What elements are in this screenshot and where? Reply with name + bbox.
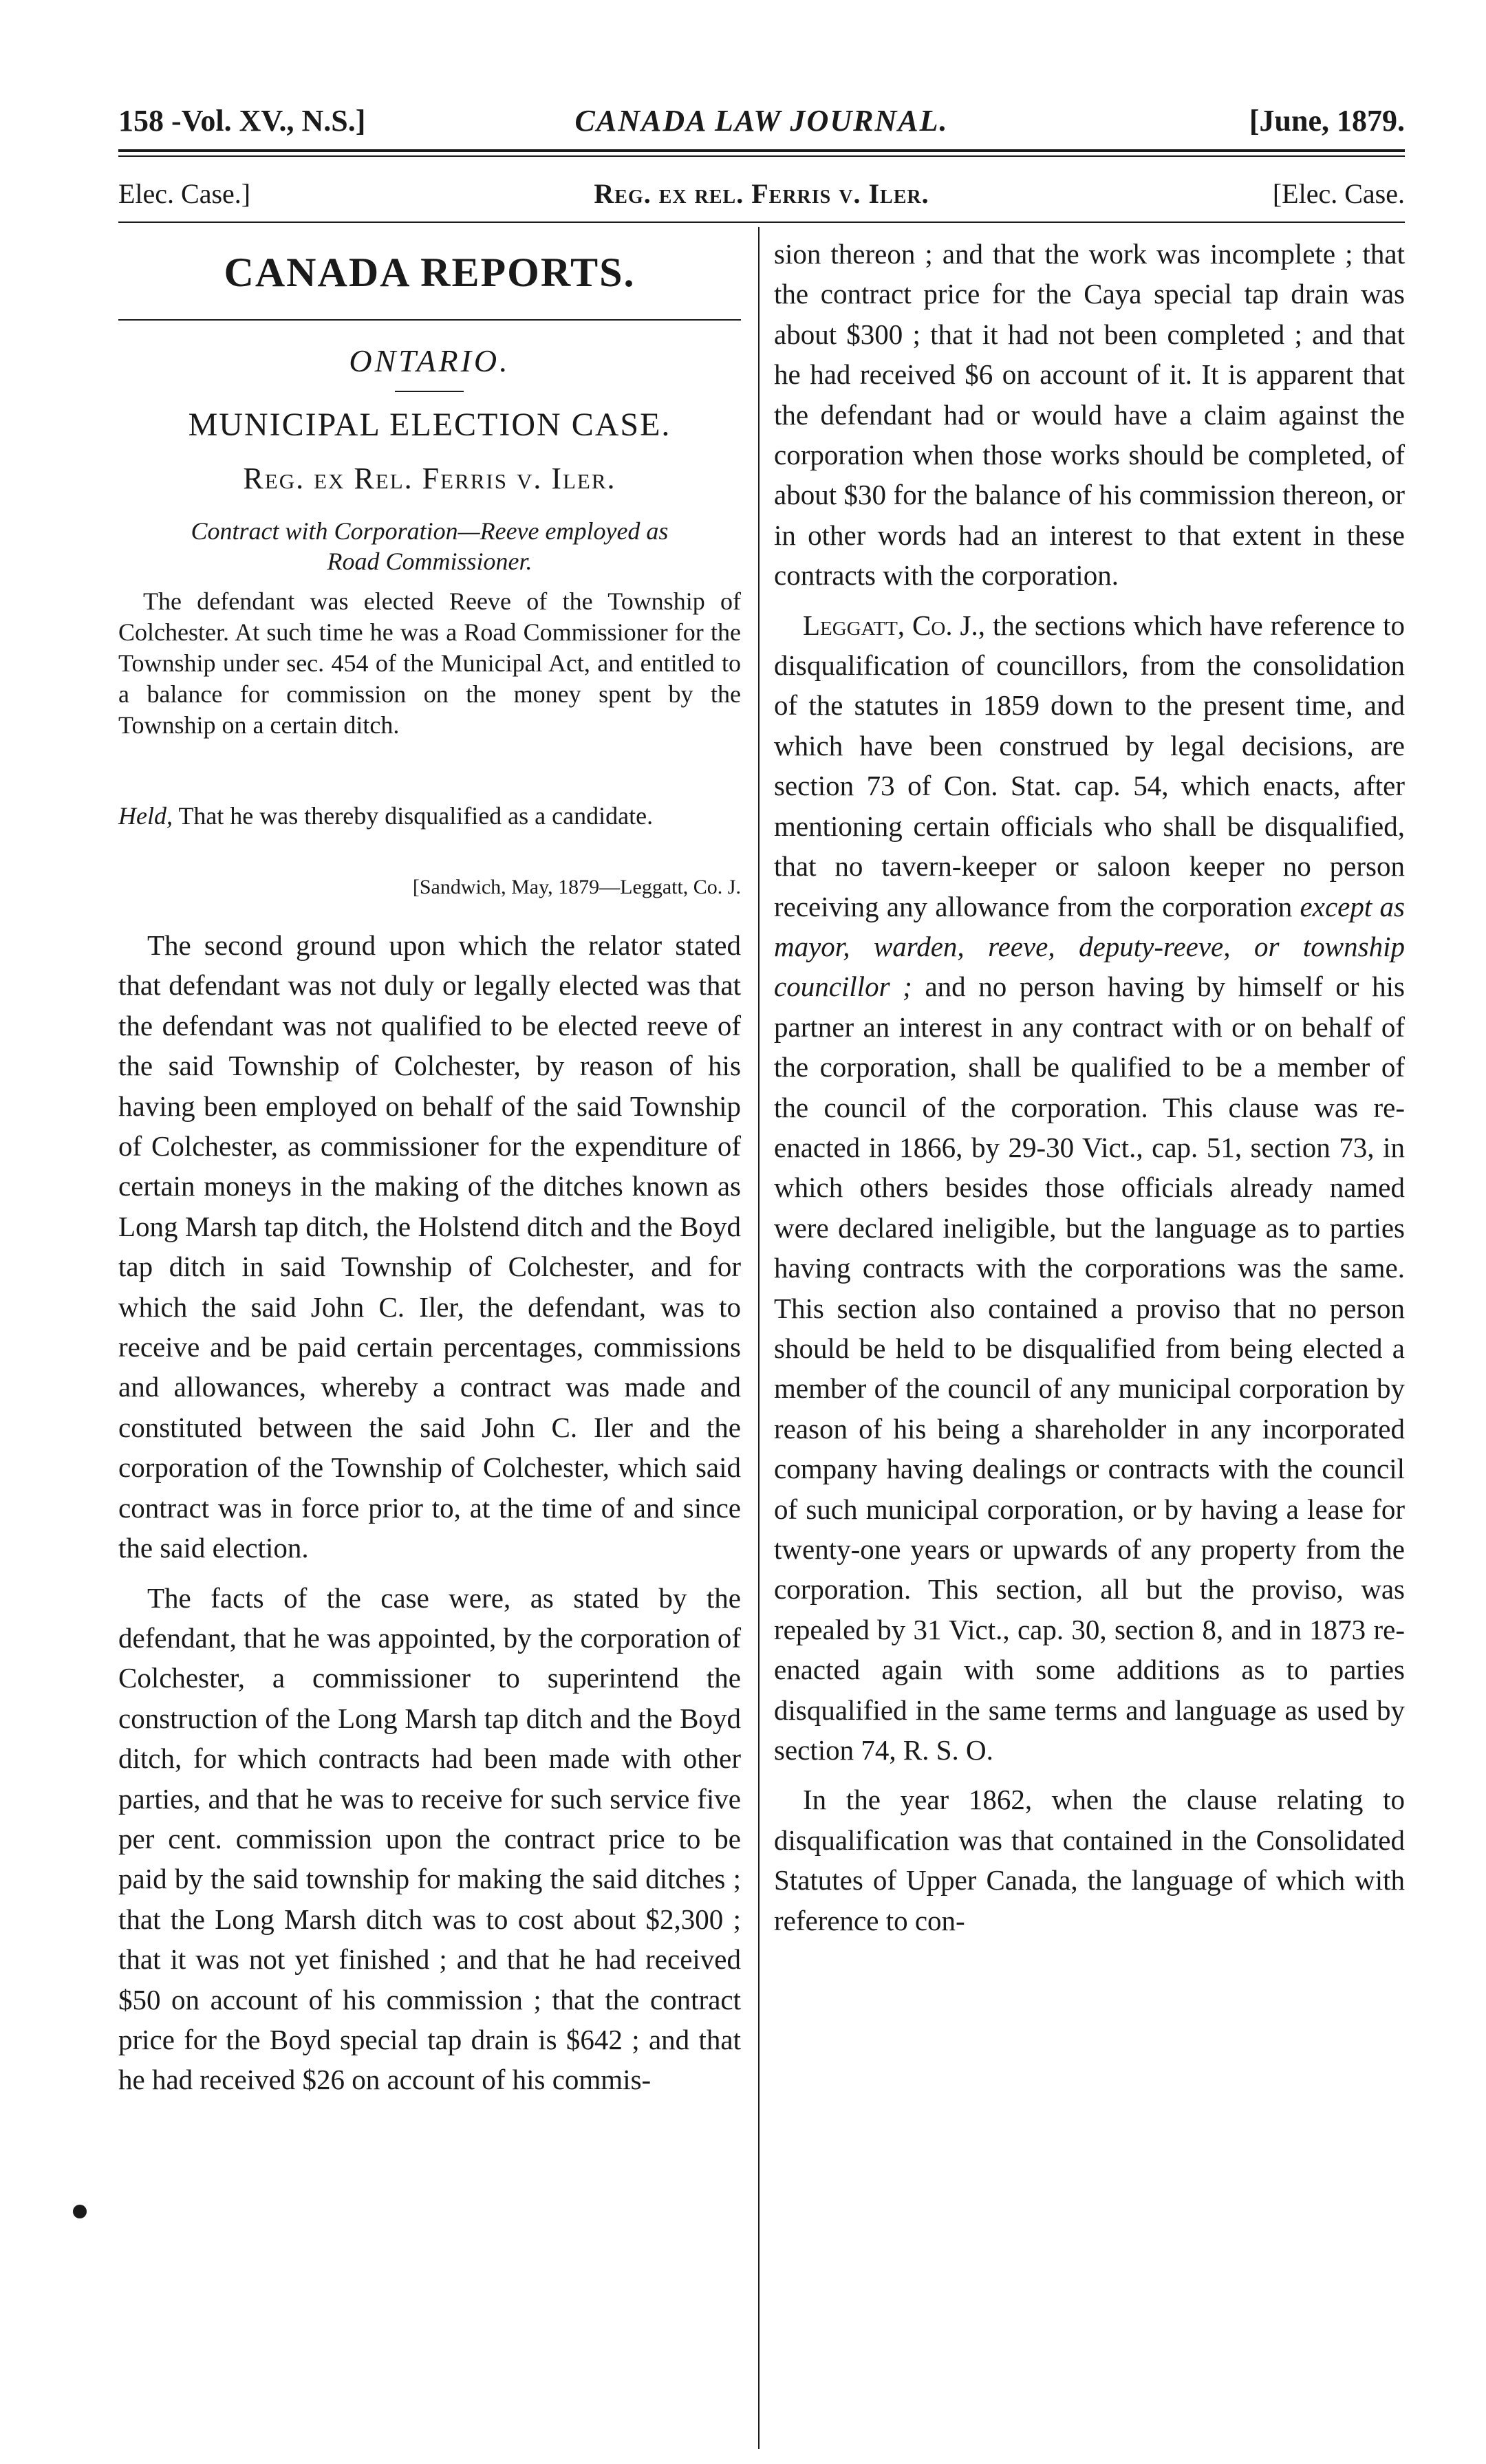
journal-title: CANADA LAW JOURNAL.	[574, 104, 949, 138]
held-text: That he was thereby disqualified as a candidate.	[172, 802, 654, 830]
court-citation: [Sandwich, May, 1879—Leggatt, Co. J.	[412, 876, 741, 898]
body-paragraph: sion thereon ; and that the work was incomplete ; that the contract price for the Caya special tap drain was about $300 ; that it had not been completed ; and that he had received $6 on account of it. It is apparent that the defendant had or would have a claim against the corporation when those works should be completed, of about $30 for the balance of his commission thereon, or in other words had an interest to that extent in these contracts with the corporation.	[774, 238, 1405, 592]
page-volume-label: 158 -Vol. XV., N.S.]	[118, 104, 366, 138]
case-name-heading: Reg. ex Rel. Ferris v. Iler.	[243, 462, 616, 495]
column-divider	[758, 227, 760, 2449]
judgment-italic-text: except as mayor, warden, reeve, deputy-reeve, or township councillor ;	[774, 890, 1405, 1003]
judgment-text: and no person having by himself or his partner an interest in any contract with or on behalf of the corporation, shall be qualified to be a member of the council of the corporation. This clause was re-enacted in 1866, by 29-30 Vict., cap. 51, section 73, in which others besides those officials already named were declared ineligible, but the language as to parties having contracts with the corporations was the same. This section also contained a proviso that no person should be held to be disqualified from being elected a member of the council of any municipal corporation by reason of his being a shareholder in any incorporated company having dealings or contracts with the council of such municipal corporation, or by having a lease for twenty-one years or upwards of any property from the corporation. This section, all but the proviso, was repealed by 31 Vict., cap. 30, section 8, and in 1873 re-enacted again with some additions as to parties disqualified in the same terms and language as used by section 74, R. S. O.	[774, 971, 1405, 1766]
case-type-heading: MUNICIPAL ELECTION CASE.	[188, 407, 671, 443]
sub-head-rule	[118, 221, 1405, 223]
province-rule	[395, 391, 464, 392]
headnote-topic-line: Road Commissioner.	[327, 548, 532, 575]
body-paragraph: In the year 1862, when the clause relating to disqualification was that contained in the Consolidated Statutes of Upper Canada, the language of which with reference to con-	[774, 1784, 1405, 1936]
body-paragraph: The facts of the case were, as stated by the defendant, that he was appointed, by the corporation of Colchester, a commissioner to superintend the construction of the Long Marsh tap ditch and the Boyd ditch, for which contracts had been made with other parties, and that he was to receive for such service five per cent. commission upon the contract price to be paid by the said township for making the said ditches ; that the Long Marsh ditch was to cost about $2,300 ; that it was not yet finished ; and that he had received $50 on account of his commission ; that the contract price for the Boyd special tap drain is $642 ; and that he had received $26 on account of his commis-	[118, 1581, 741, 2096]
sub-head-left: Elec. Case.]	[118, 178, 251, 209]
headnote-summary	[118, 586, 741, 741]
judgment-text: the sections which have reference to disqualification of councillors, from the consolidation of the statutes in 1859 down to the present time, and which have been construed by legal decisions, are section 73 of Con. Stat. cap. 54, which enacts, after mentioning certain officials who shall be disqualified, that no tavern-keeper or saloon keeper no person receiving any allowance from the corporation	[774, 609, 1405, 922]
issue-date: [June, 1879.	[1249, 104, 1405, 138]
running-head	[118, 103, 1405, 144]
headnote-holding	[118, 801, 741, 832]
section-rule	[118, 319, 741, 321]
province-heading: ONTARIO.	[349, 343, 510, 378]
judge-name: Leggatt, Co. J.,	[803, 609, 986, 641]
right-body-text	[774, 234, 1405, 1941]
margin-ink-mark	[73, 2205, 87, 2218]
headnote-topic-line: Contract with Corporation—Reeve employed as	[191, 517, 669, 545]
body-paragraph	[774, 605, 1405, 1771]
body-paragraph: The second ground upon which the relator stated that defendant was not duly or legally elected was that the defendant was not qualified to be elected reeve of the said Township of Colchester, by reason of his having been employed on behalf of the said Township of Colchester, as commissioner for the expenditure of certain moneys in the making of the ditches known as Long Marsh tap ditch, the Holstend ditch and the Boyd tap ditch in said Township of Colchester, and for which the said John C. Iler, the defendant, was to receive and be paid certain percentages, commissions and allowances, whereby a contract was made and constituted between the said John C. Iler and the corporation of the Township of Colchester, which said contract was in force prior to, at the time of and since the said election.	[118, 929, 741, 1564]
headnote-summary-text: The defendant was elected Reeve of the Township of Colchester. At such time he was a Road Commissioner for the Township under sec. 454 of the Municipal Act, and entitled to a balance for commission on the money spent by the Township on a certain ditch.	[118, 587, 741, 739]
held-label: Held,	[118, 802, 173, 830]
sub-head-case: Reg. ex rel. Ferris v. Iler.	[594, 178, 929, 209]
sub-head	[118, 177, 1405, 216]
section-title: CANADA REPORTS.	[224, 250, 636, 295]
headnote-topic	[118, 516, 741, 576]
sub-head-right: [Elec. Case.	[1272, 178, 1405, 209]
left-body-text	[118, 925, 741, 2100]
header-double-rule	[118, 149, 1405, 159]
